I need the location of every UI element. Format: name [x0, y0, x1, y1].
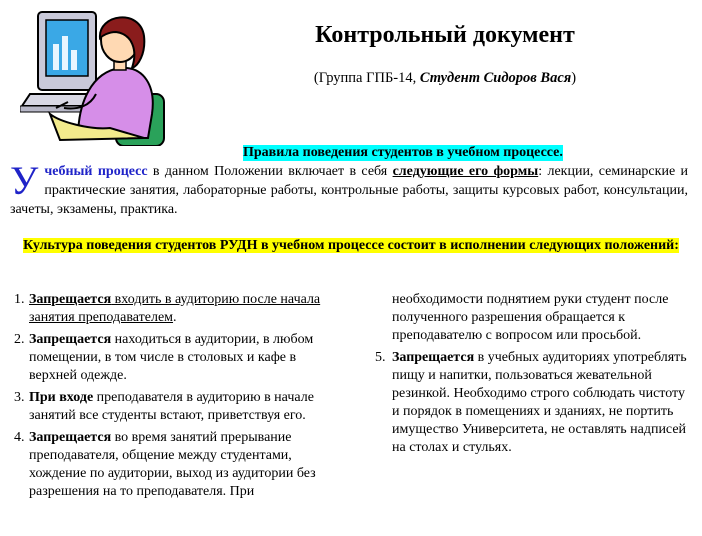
item-text: в учебных аудиториях употреблять пищу и напитки, пользоваться жевательной резинкой. Необходимо строго соблюдать чистоту и порядок в помещениях и зданиях, не портить имущество Университета, не оставлять надписей на столах и стульях.: [392, 350, 687, 455]
intro-paragraph: [10, 158, 688, 219]
item-number: 5.: [375, 350, 386, 365]
intro-text-2: : лекции, семинарские и практические занятия, лабораторные работы, контрольные работы, защиты курсовых работ, консультации, зачеты, экзамены, практика.: [10, 164, 688, 217]
culture-heading-text: Культура поведения студентов РУДН в учебном процессе состоит в исполнении следующих положений:: [23, 238, 679, 253]
group-student-line: [250, 70, 640, 87]
item-text: во время занятий прерывание преподавателя, общение между студентами, хождение по аудитории, выход из аудитории без разрешения на то преподавателя. При: [29, 430, 316, 499]
woman-at-computer-icon: [20, 10, 170, 146]
list-item: [10, 291, 335, 327]
item-keyword: При входе: [29, 390, 94, 405]
list-item: [375, 349, 695, 457]
list-item: [10, 331, 335, 385]
item-number: 4.: [14, 430, 25, 445]
intro-text-1: в данном Положении включает в себя: [147, 164, 393, 179]
item-text: преподавателя в аудиторию в начале занятий все студенты встают, приветствуя его.: [29, 390, 314, 423]
culture-heading: [10, 236, 692, 255]
rules-column-right: [375, 291, 695, 461]
intro-lead: чебный процесс: [44, 164, 148, 179]
item-keyword: Запрещается: [29, 292, 112, 307]
list-item-continuation: необходимости поднятием руки студент после полученного разрешения обращается к преподавателю с вопросом или просьбой.: [392, 292, 669, 343]
item-tail: .: [173, 310, 177, 325]
item-number: 2.: [14, 332, 25, 347]
drop-cap: У: [10, 158, 39, 203]
item-text: входить в аудиторию после начала занятия преподавателем: [29, 292, 321, 325]
student-name: Студент Сидоров Вася: [419, 70, 572, 86]
item-keyword: Запрещается: [29, 430, 112, 445]
intro-forms: следующие его формы: [392, 164, 539, 179]
item-number: 3.: [14, 390, 25, 405]
list-item: [10, 429, 335, 501]
rules-heading: Правила поведения студентов в учебном процессе.: [243, 145, 563, 160]
subtitle-close: ): [571, 70, 577, 86]
rules-column-left: [10, 291, 335, 505]
item-keyword: Запрещается: [392, 350, 475, 365]
subtitle-group: (Группа ГПБ-14,: [313, 70, 420, 86]
item-text: находиться в аудитории, в любом помещении, в том числе в столовых и кафе в верхней одежде.: [29, 332, 314, 383]
item-number: 1.: [14, 292, 25, 307]
page-title: Контрольный документ: [315, 22, 575, 48]
list-item: [10, 389, 335, 425]
item-keyword: Запрещается: [29, 332, 112, 347]
